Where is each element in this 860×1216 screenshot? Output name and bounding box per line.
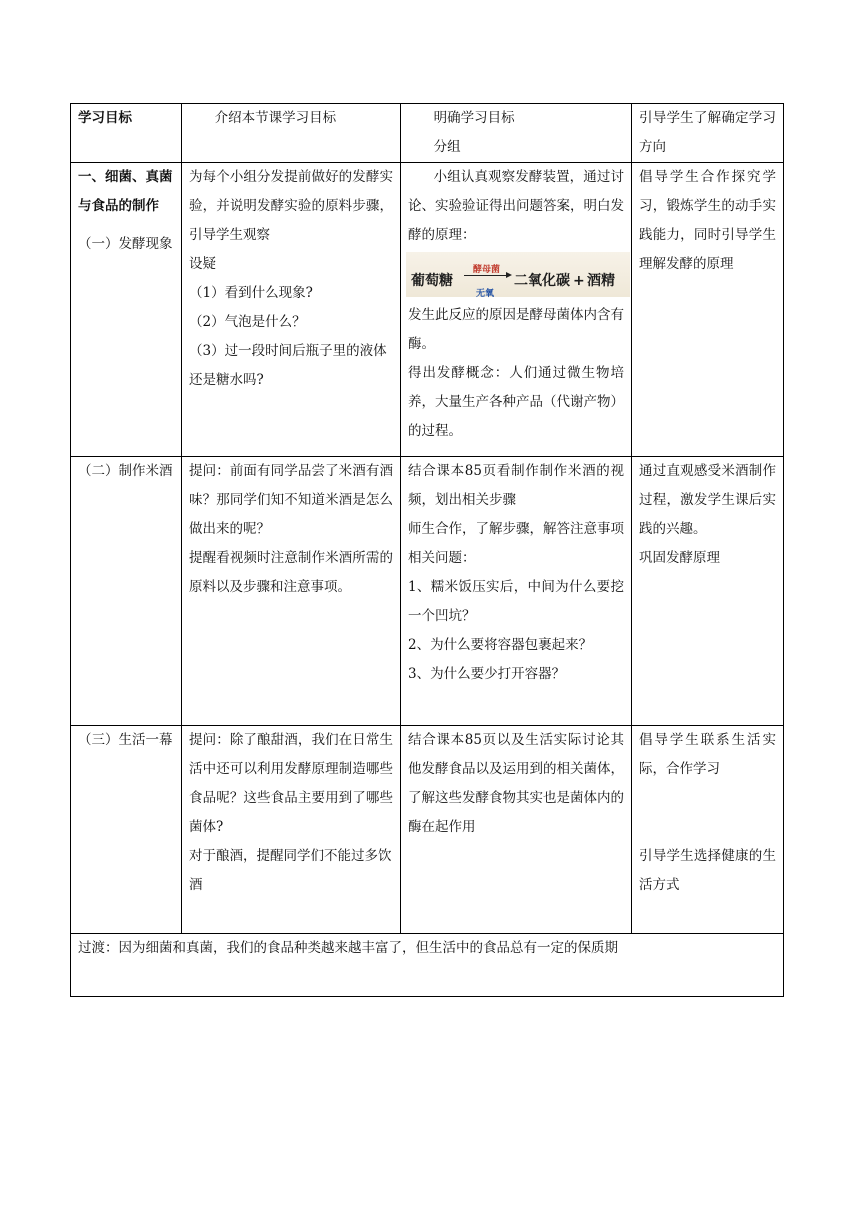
cell-section <box>71 104 182 163</box>
chapter-title: 一、细菌、真菌与食品的制作 <box>78 169 173 214</box>
teacher-activity: 介绍本节课学习目标 <box>214 110 337 126</box>
cell-section <box>71 163 182 457</box>
design-intent-1: 倡导学生联系生活实际，合作学习 <box>639 732 776 777</box>
student-activity: 小组认真观察发酵装置，通过讨论、实验验证得出问题答案，明白发酵的原理： <box>408 169 624 243</box>
student-activity-1: 结合课本85页看制作制作米酒的视频，划出相关步骤 <box>408 463 624 508</box>
teacher-activity: 为每个小组分发提前做好的发酵实验，并说明发酵实验的原料步骤，引导学生观察 <box>189 169 393 243</box>
student-question-2: 2、为什么要将容器包裹起来？ <box>408 637 593 653</box>
student-activity: 结合课本85页以及生活实际讨论其他发酵食品以及运用到的相关菌体，了解这些发酵食物其实也是菌体内的酶在起作用 <box>408 732 624 835</box>
design-intent-2: 引导学生选择健康的生活方式 <box>639 848 776 893</box>
formula-product-1: 二氧化碳 <box>514 273 570 289</box>
table-row-objectives <box>71 104 784 163</box>
cell-student <box>401 163 632 457</box>
cell-teacher <box>182 163 401 457</box>
teacher-activity-2: 提醒看视频时注意制作米酒所需的原料以及步骤和注意事项。 <box>189 550 393 595</box>
transition-text: 过渡：因为细菌和真菌，我们的食品种类越来越丰富了，但生活中的食品总有一定的保质期 <box>78 940 618 956</box>
student-question-1: 1、糯米饭压实后，中间为什么要挖一个凹坑？ <box>408 579 624 624</box>
section-title: （一）发酵现象 <box>78 236 173 252</box>
student-conclusion-2: 得出发酵概念：人们通过微生物培养，大量生产各种产品（代谢产物）的过程。 <box>408 365 624 439</box>
student-conclusion-1: 发生此反应的原因是酵母菌体内含有酶。 <box>408 307 624 352</box>
section-title: （二）制作米酒 <box>78 463 173 479</box>
student-question-3: 3、为什么要少打开容器？ <box>408 666 566 682</box>
cell-teacher <box>182 726 401 934</box>
cell-intent <box>632 726 784 934</box>
teacher-question-3: （3）过一段时间后瓶子里的液体还是糖水吗? <box>189 343 387 388</box>
teacher-activity-1: 提问：除了酿甜酒，我们在日常生活中还可以利用发酵原理制造哪些食品呢？这些食品主要用到了哪些菌体? <box>189 732 393 835</box>
design-intent-2: 巩固发酵原理 <box>639 550 720 566</box>
cell-section <box>71 457 182 726</box>
lesson-plan-table <box>70 103 784 997</box>
teacher-activity-1: 提问：前面有同学品尝了米酒有酒味？那同学们知不知道米酒是怎么做出来的呢？ <box>189 463 393 537</box>
formula-condition-top: 酵母菌 <box>473 265 501 275</box>
cell-intent <box>632 104 784 163</box>
table-row-transition <box>71 934 784 997</box>
cell-teacher <box>182 457 401 726</box>
student-activity-2: 师生合作，了解步骤，解答注意事项相关问题： <box>408 521 624 566</box>
table-row-fermentation <box>71 163 784 457</box>
section-title: （三）生活一幕 <box>78 732 173 748</box>
cell-intent <box>632 163 784 457</box>
objectives-heading: 学习目标 <box>78 110 132 126</box>
fermentation-formula-image <box>406 252 630 297</box>
cell-student <box>401 726 632 934</box>
cell-section <box>71 726 182 934</box>
student-activity-2: 分组 <box>433 139 461 155</box>
cell-transition <box>71 934 784 997</box>
cell-teacher <box>182 104 401 163</box>
formula-reactant: 葡萄糖 <box>411 273 453 289</box>
teacher-question-1: （1）看到什么现象? <box>189 285 313 301</box>
cell-student <box>401 457 632 726</box>
design-intent: 引导学生了解确定学习方向 <box>639 110 776 155</box>
table-row-daily-life <box>71 726 784 934</box>
student-activity-1: 明确学习目标 <box>433 110 515 126</box>
table-row-rice-wine <box>71 457 784 726</box>
cell-student <box>401 104 632 163</box>
teacher-question-label: 设疑 <box>189 256 216 272</box>
formula-condition-bottom: 无氧 <box>476 289 495 299</box>
teacher-activity-2: 对于酿酒，提醒同学们不能过多饮酒 <box>189 848 392 893</box>
design-intent: 倡导学生合作探究学习，锻炼学生的动手实践能力，同时引导学生理解发酵的原理 <box>639 169 776 272</box>
formula-plus: + <box>573 273 585 289</box>
cell-intent <box>632 457 784 726</box>
design-intent-1: 通过直观感受米酒制作过程，激发学生课后实践的兴趣。 <box>639 463 776 537</box>
formula-product-2: 酒精 <box>587 273 615 289</box>
formula-arrow <box>464 275 510 276</box>
teacher-question-2: （2）气泡是什么？ <box>189 314 306 330</box>
